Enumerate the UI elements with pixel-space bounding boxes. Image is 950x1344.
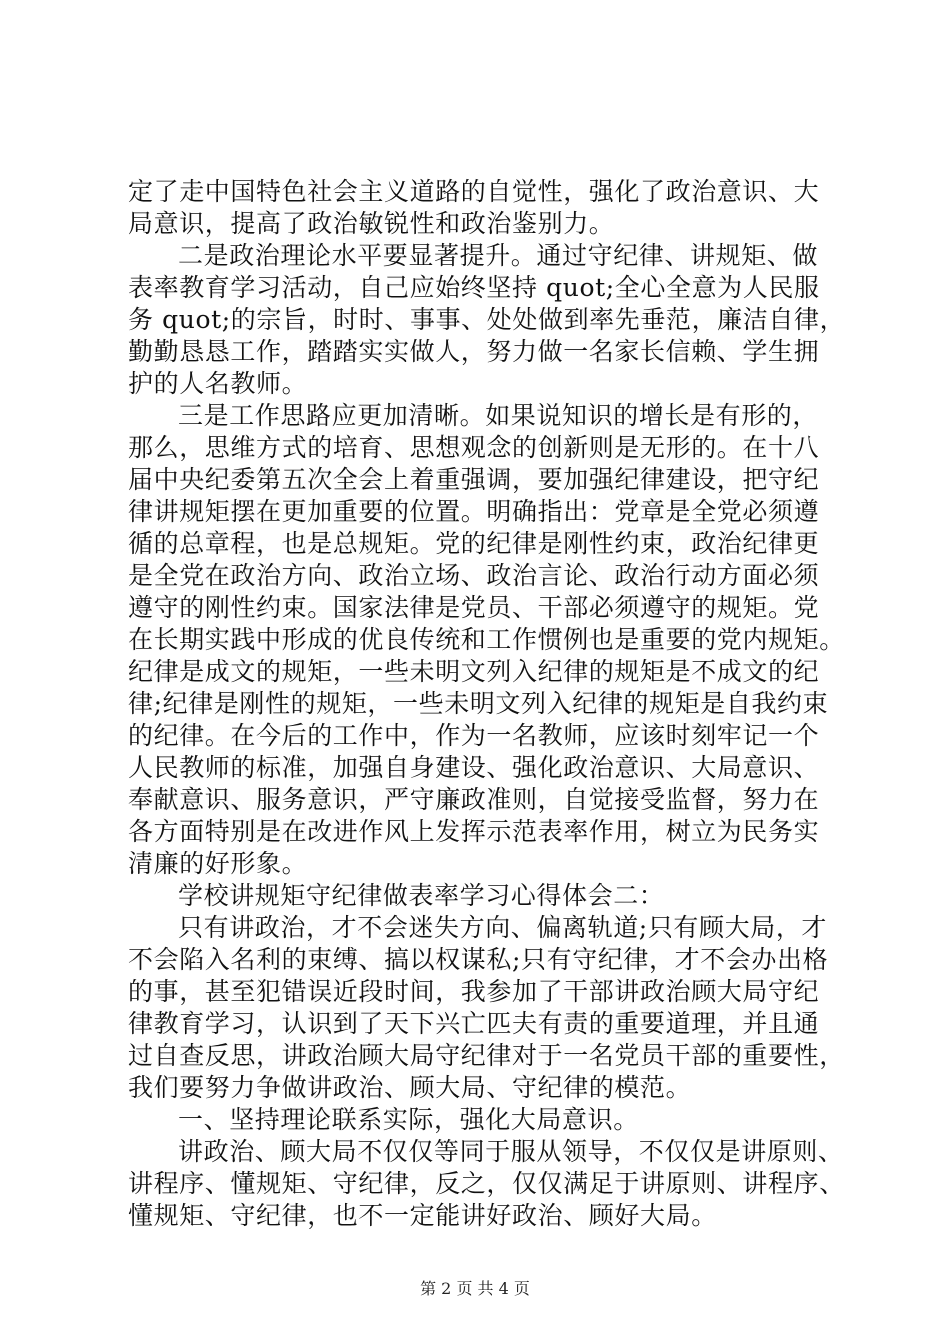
body-line: 局意识，提高了政治敏锐性和政治鉴别力。 <box>128 209 615 238</box>
paragraph-start-line: 二是政治理论水平要显著提升。通过守纪律、讲规矩、做 <box>178 241 819 270</box>
body-line: 护的人名教师。 <box>128 369 308 398</box>
body-line: 我们要努力争做讲政治、顾大局、守纪律的模范。 <box>128 1073 692 1102</box>
body-line: 的事，甚至犯错误近段时间，我参加了干部讲政治顾大局守纪 <box>128 977 820 1006</box>
body-line: 各方面特别是在改进作风上发挥示范表率作用，树立为民务实 <box>128 817 820 846</box>
body-line: 那么，思维方式的培育、思想观念的创新则是无形的。在十八 <box>128 433 820 462</box>
body-line: 届中央纪委第五次全会上着重强调，要加强纪律建设，把守纪 <box>128 465 820 494</box>
body-line: 的纪律。在今后的工作中，作为一名教师，应该时刻牢记一个 <box>128 721 820 750</box>
body-line: 律;纪律是刚性的规矩，一些未明文列入纪律的规矩是自我约束 <box>128 689 829 718</box>
body-line: 遵守的刚性约束。国家法律是党员、干部必须遵守的规矩。党 <box>128 593 820 622</box>
body-line: 勤勤恳恳工作，踏踏实实做人，努力做一名家长信赖、学生拥 <box>128 337 820 366</box>
body-line: 表率教育学习活动，自己应始终坚持 quot;全心全意为人民服 <box>128 273 820 302</box>
body-line: 律教育学习，认识到了天下兴亡匹夫有责的重要道理，并且通 <box>128 1009 820 1038</box>
paragraph-start-line: 只有讲政治，才不会迷失方向、偏离轨道;只有顾大局，才 <box>178 913 828 942</box>
body-line: 是全党在政治方向、政治立场、政治言论、政治行动方面必须 <box>128 561 820 590</box>
subsection-heading: 一、坚持理论联系实际，强化大局意识。 <box>178 1105 639 1134</box>
section-heading: 学校讲规矩守纪律做表率学习心得体会二： <box>178 881 665 910</box>
body-line: 奉献意识、服务意识，严守廉政准则，自觉接受监督，努力在 <box>128 785 820 814</box>
page-number-footer: 第 2 页 共 4 页 <box>420 1279 530 1298</box>
body-line: 不会陷入名利的束缚、搞以权谋私;只有守纪律，才不会办出格 <box>128 945 829 974</box>
paragraph-start-line: 讲政治、顾大局不仅仅等同于服从领导，不仅仅是讲原则、 <box>178 1137 844 1166</box>
body-line: 循的总章程，也是总规矩。党的纪律是刚性约束，政治纪律更 <box>128 529 820 558</box>
body-line: 清廉的好形象。 <box>128 849 308 878</box>
body-line: 人民教师的标准，加强自身建设、强化政治意识、大局意识、 <box>128 753 820 782</box>
body-line: 定了走中国特色社会主义道路的自觉性，强化了政治意识、大 <box>128 177 820 206</box>
body-line: 纪律是成文的规矩，一些未明文列入纪律的规矩是不成文的纪 <box>128 657 820 686</box>
body-line: 过自查反思，讲政治顾大局守纪律对于一名党员干部的重要性， <box>128 1041 845 1070</box>
body-line: 在长期实践中形成的优良传统和工作惯例也是重要的党内规矩。 <box>128 625 845 654</box>
body-line: 务 quot;的宗旨，时时、事事、处处做到率先垂范，廉洁自律， <box>128 305 846 334</box>
paragraph-start-line: 三是工作思路应更加清晰。如果说知识的增长是有形的， <box>178 401 819 430</box>
body-line: 懂规矩、守纪律，也不一定能讲好政治、顾好大局。 <box>128 1201 717 1230</box>
body-line: 讲程序、懂规矩、守纪律，反之，仅仅满足于讲原则、讲程序、 <box>128 1169 845 1198</box>
body-line: 律讲规矩摆在更加重要的位置。明确指出：党章是全党必须遵 <box>128 497 820 526</box>
